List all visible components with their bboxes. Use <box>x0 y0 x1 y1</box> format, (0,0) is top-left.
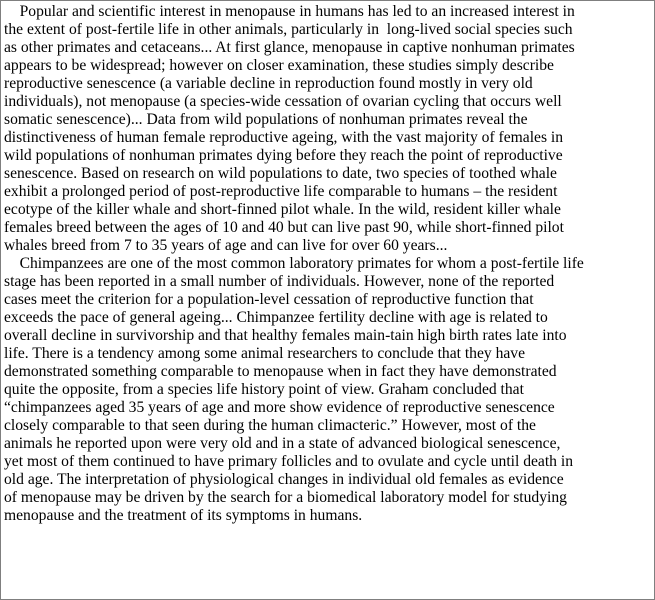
text-line: yet most of them continued to have primary follicles and to ovulate and cycle until death in <box>4 453 574 470</box>
text-line: animals he reported upon were very old and in a state of advanced biological senescence, <box>4 435 561 452</box>
text-line: menopause and the treatment of its symptoms in humans. <box>4 507 363 524</box>
text-line: quite the opposite, from a species life history point of view. Graham concluded that <box>4 381 524 398</box>
text-line: wild populations of nonhuman primates dying before they reach the point of reproductive <box>4 147 563 164</box>
text-line: whales breed from 7 to 35 years of age and can live for over 60 years... <box>4 237 448 254</box>
text-line: closely comparable to that seen during the human climacteric.” However, most of the <box>4 417 536 434</box>
text-line: females breed between the ages of 10 and 40 but can live past 90, while short-finned pilot <box>4 219 564 236</box>
text-line: the extent of post-fertile life in other animals, particularly in long-lived social species such <box>4 21 573 38</box>
text-line: “chimpanzees aged 35 years of age and more show evidence of reproductive senescence <box>4 399 555 416</box>
text-line: stage has been reported in a small number of individuals. However, none of the reported <box>4 273 555 290</box>
text-line: somatic senescence)... Data from wild populations of nonhuman primates reveal the <box>4 111 528 128</box>
text-line: of menopause may be driven by the search for a biomedical laboratory model for studying <box>4 489 567 506</box>
text-line: Popular and scientific interest in menopause in humans has led to an increased interest in <box>4 3 575 20</box>
text-line: exceeds the pace of general ageing... Chimpanzee fertility decline with age is related to <box>4 309 548 326</box>
passage-text <box>4 3 652 525</box>
text-line: Chimpanzees are one of the most common laboratory primates for whom a post-fertile life <box>4 255 584 272</box>
text-line: overall decline in survivorship and that healthy females main-tain high birth rates late into <box>4 327 567 344</box>
text-line: life. There is a tendency among some animal researchers to conclude that they have <box>4 345 526 362</box>
text-line: demonstrated something comparable to menopause when in fact they have demonstrated <box>4 363 557 380</box>
text-line: distinctiveness of human female reproductive ageing, with the vast majority of females in <box>4 129 564 146</box>
text-line: appears to be widespread; however on closer examination, these studies simply describe <box>4 57 554 74</box>
text-line: ecotype of the killer whale and short-finned pilot whale. In the wild, resident killer whale <box>4 201 561 218</box>
text-line: cases meet the criterion for a population-level cessation of reproductive function that <box>4 291 534 308</box>
text-line: senescence. Based on research on wild populations to date, two species of toothed whale <box>4 165 557 182</box>
text-line: individuals), not menopause (a species-wide cessation of ovarian cycling that occurs well <box>4 93 562 110</box>
text-line: old age. The interpretation of physiological changes in individual old females as evidence <box>4 471 564 488</box>
text-line: exhibit a prolonged period of post-reproductive life comparable to humans – the resident <box>4 183 558 200</box>
text-line: reproductive senescence (a variable decline in reproduction found mostly in very old <box>4 75 533 92</box>
text-line: as other primates and cetaceans... At first glance, menopause in captive nonhuman primates <box>4 39 575 56</box>
